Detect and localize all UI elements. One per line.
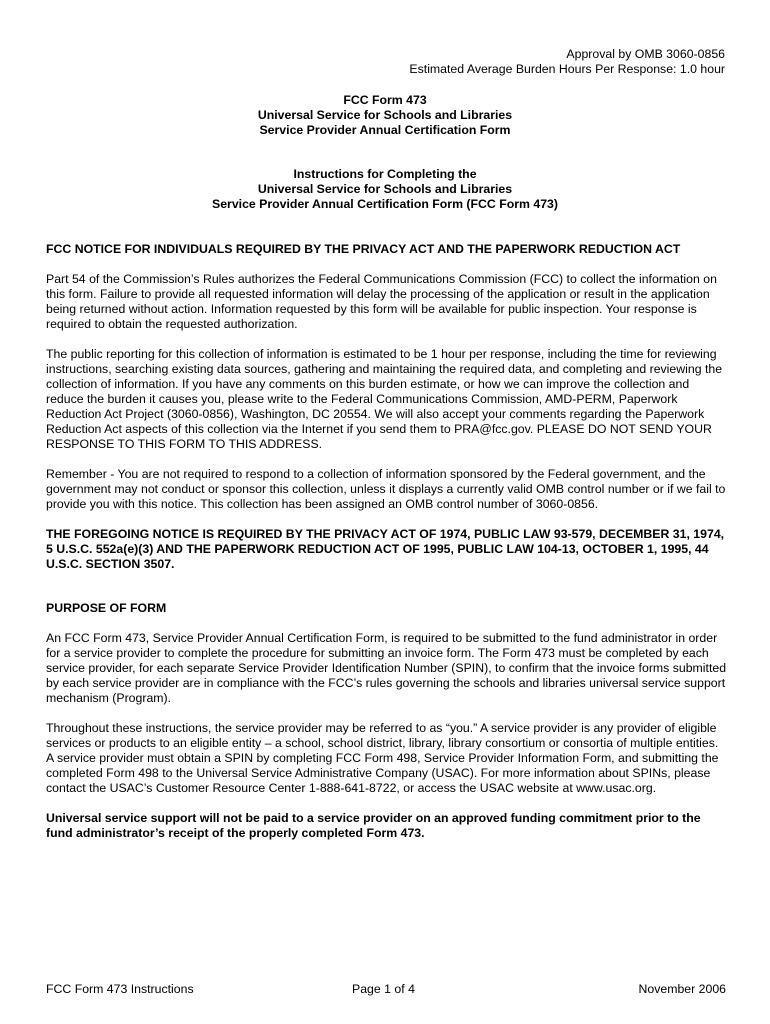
instructions-title-block (45, 167, 725, 212)
privacy-notice-section (46, 242, 728, 587)
support-warning-paragraph: Universal service support will not be paid to a service provider on an approved funding commitment prior to the fund administrator’s receipt of the properly completed Form 473. (46, 811, 701, 840)
footer-date: November 2006 (638, 982, 726, 996)
form-title-line1: FCC Form 473 (343, 93, 427, 107)
omb-control-paragraph: Remember - You are not required to respond to a collection of information sponsored by the Federal government, and the government may not conduct or sponsor this collection, unless it displays a currently valid OMB control number or if we fail to provide you with this notice. This collection has been assigned an OMB control number of 3060-0856. (46, 467, 726, 511)
privacy-notice-heading: FCC NOTICE FOR INDIVIDUALS REQUIRED BY THE PRIVACY ACT AND THE PAPERWORK REDUCTION ACT (46, 242, 681, 256)
burden-estimate-paragraph: The public reporting for this collection of information is estimated to be 1 hour per response, including the time for reviewing instructions, searching existing data sources, gathering and maintaining the required data, and completing and reviewing the collection of information. If you have any comments on this burden estimate, or how we can improve the collection and reduce the burden it causes you, please write to the Federal Communications Commission, AMD-PERM, Paperwork Reduction Act Project (3060-0856), Washington, DC 20554. We will also accept your comments regarding the Paperwork Reduction Act aspects of this collection via the Internet if you send them to PRA@fcc.gov. PLEASE DO NOT SEND YOUR RESPONSE TO THIS FORM TO THIS ADDRESS. (46, 347, 723, 451)
footer-page-number: Page 1 of 4 (352, 982, 415, 996)
form-title-block (45, 93, 725, 138)
omb-approval-block (409, 47, 725, 77)
form-title-line2: Universal Service for Schools and Libraries (257, 108, 513, 122)
purpose-section (46, 601, 728, 856)
footer-form-name: FCC Form 473 Instructions (46, 982, 194, 996)
foregoing-notice-paragraph: THE FOREGOING NOTICE IS REQUIRED BY THE PRIVACY ACT OF 1974, PUBLIC LAW 93-579, DECEMBER 31, 1974, 5 U.S.C. 552a(e)(3) AND THE PAPERWORK REDUCTION ACT OF 1995, PUBLIC LAW 104-13, OCTOBER 1, 1995, 44 U.S.C. SECTION 3507. (46, 527, 725, 571)
instructions-title-line2: Universal Service for Schools and Libraries (257, 182, 513, 196)
purpose-heading: PURPOSE OF FORM (46, 601, 167, 615)
instructions-title-line3: Service Provider Annual Certification Form (FCC Form 473) (212, 197, 558, 211)
omb-approval-number: Approval by OMB 3060-0856 (566, 47, 725, 61)
purpose-paragraph: An FCC Form 473, Service Provider Annual Certification Form, is required to be submitted to the fund administrator in order for a service provider to complete the procedure for submitting an invoice form. The Form 473 must be completed by each service provider, for each separate Service Provider Identification Number (SPIN), to confirm that the invoice forms submitted by each service provider are in compliance with the FCC’s rules governing the schools and libraries universal service support mechanism (Program). (46, 631, 727, 705)
instructions-title-line1: Instructions for Completing the (293, 167, 477, 181)
service-provider-paragraph: Throughout these instructions, the service provider may be referred to as “you.” A service provider is any provider of eligible services or products to an eligible entity – a school, school district, library, library consortium or consortia of multiple entities. A service provider must obtain a SPIN by completing FCC Form 498, Service Provider Information Form, and submitting the completed Form 498 to the Universal Service Administrative Company (USAC). For more information about SPINs, please contact the USAC’s Customer Resource Center 1-888-641-8722, or access the USAC website at www.usac.org. (46, 721, 719, 795)
privacy-notice-paragraph: Part 54 of the Commission’s Rules authorizes the Federal Communications Commission (FCC) to collect the information on this form. Failure to provide all requested information will delay the processing of the application or result in the application being returned without action. Information requested by this form will be available for public inspection. Your response is required to obtain the requested authorization. (46, 272, 717, 331)
page-footer (46, 982, 726, 998)
burden-hours: Estimated Average Burden Hours Per Response: 1.0 hour (409, 62, 725, 76)
form-title-line3: Service Provider Annual Certification Form (259, 123, 511, 137)
